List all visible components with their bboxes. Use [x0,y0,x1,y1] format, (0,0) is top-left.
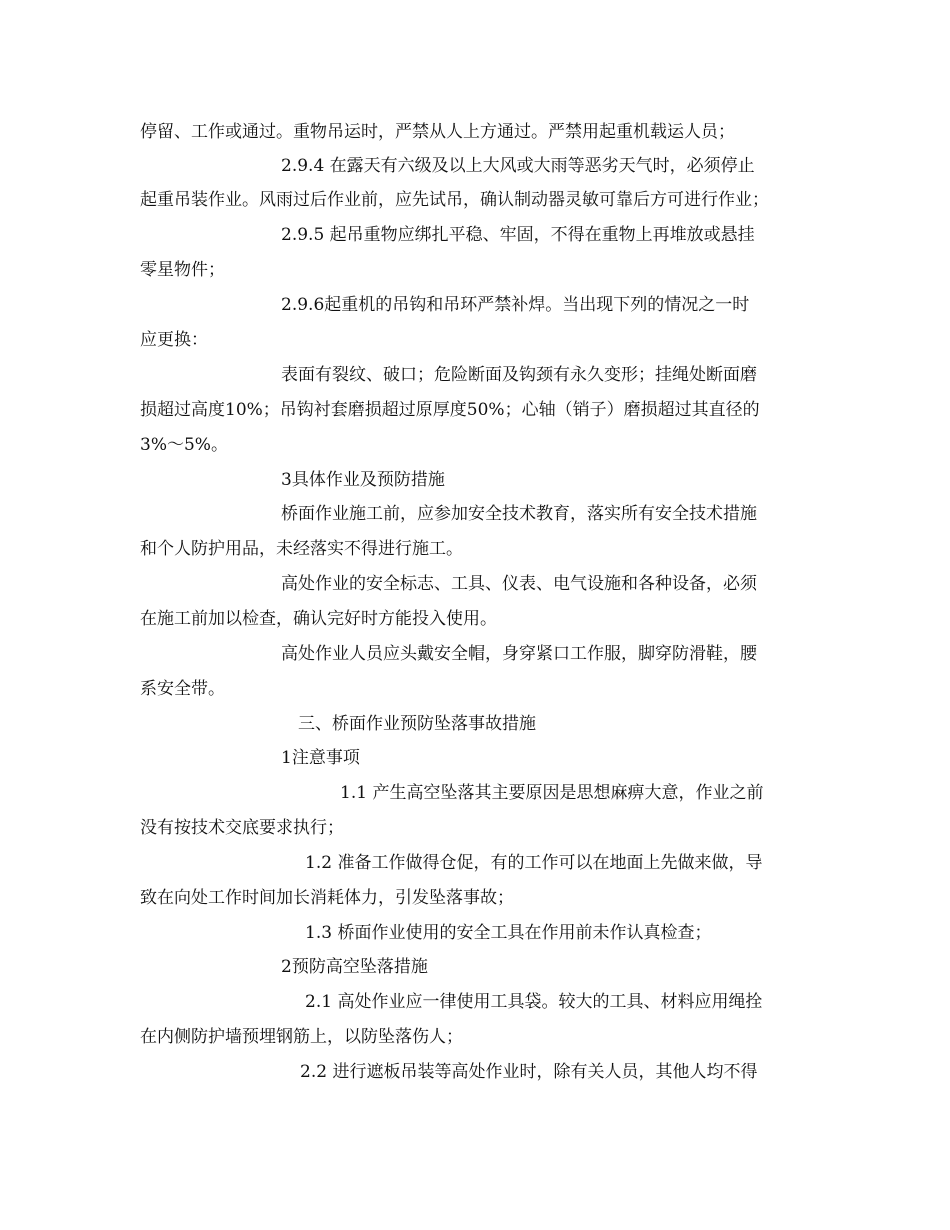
text-line: 2.9.4 在露天有六级及以上大风或大雨等恶劣天气时，必须停止 [281,156,755,176]
text-line: 致在向处工作时间加长消耗体力，引发坠落事故； [140,888,514,908]
text-line: 1.2 准备工作做得仓促，有的工作可以在地面上先做来做，导 [305,853,763,873]
text-line: 零星物件； [140,260,225,280]
text-line: 2.2 进行遮板吊装等高处作业时，除有关人员，其他人均不得 [300,1062,758,1082]
text-line: 2.9.6起重机的吊钩和吊环严禁补焊。当出现下列的情况之一时 [281,295,750,315]
text-line: 2.1 高处作业应一律使用工具袋。较大的工具、材料应用绳拴 [305,992,763,1012]
text-line: 3%～5%。 [140,435,228,455]
text-line: 停留、工作或通过。重物吊运时，严禁从人上方通过。严禁用起重机载运人员； [140,122,735,142]
chapter-heading: 三、桥面作业预防坠落事故措施 [298,714,536,734]
text-line: 高处作业人员应头戴安全帽，身穿紧口工作服，脚穿防滑鞋，腰 [281,644,757,664]
text-line: 和个人防护用品，未经落实不得进行施工。 [140,539,463,559]
text-line: 2.9.5 起吊重物应绑扎平稳、牢固，不得在重物上再堆放或悬挂 [281,225,755,245]
text-line: 1.3 桥面作业使用的安全工具在作用前未作认真检查； [305,923,712,943]
text-line: 在施工前加以检查，确认完好时方能投入使用。 [140,609,497,629]
text-line: 桥面作业施工前，应参加安全技术教育，落实所有安全技术措施 [281,504,757,524]
text-line: 1.1 产生高空坠落其主要原因是思想麻痹大意，作业之前 [340,783,764,803]
text-line: 没有按技术交底要求执行； [140,818,344,838]
text-line: 表面有裂纹、破口；危险断面及钩颈有永久变形；挂绳处断面磨 [281,365,757,385]
text-line: 损超过高度10%；吊钩衬套磨损超过原厚度50%；心轴（销子）磨损超过其直径的 [140,400,760,420]
text-line: 高处作业的安全标志、工具、仪表、电气设施和各种设备，必须 [281,574,757,594]
text-line: 起重吊装作业。风雨过后作业前，应先试吊，确认制动器灵敏可靠后方可进行作业； [140,190,769,210]
section-heading: 2预防高空坠落措施 [281,957,428,977]
text-line: 系安全带。 [140,679,225,699]
section-heading: 1注意事项 [281,748,360,768]
text-line: 在内侧防护墙预埋钢筋上，以防坠落伤人； [140,1027,463,1047]
section-heading: 3具体作业及预防措施 [281,470,445,490]
text-line: 应更换： [140,330,208,350]
